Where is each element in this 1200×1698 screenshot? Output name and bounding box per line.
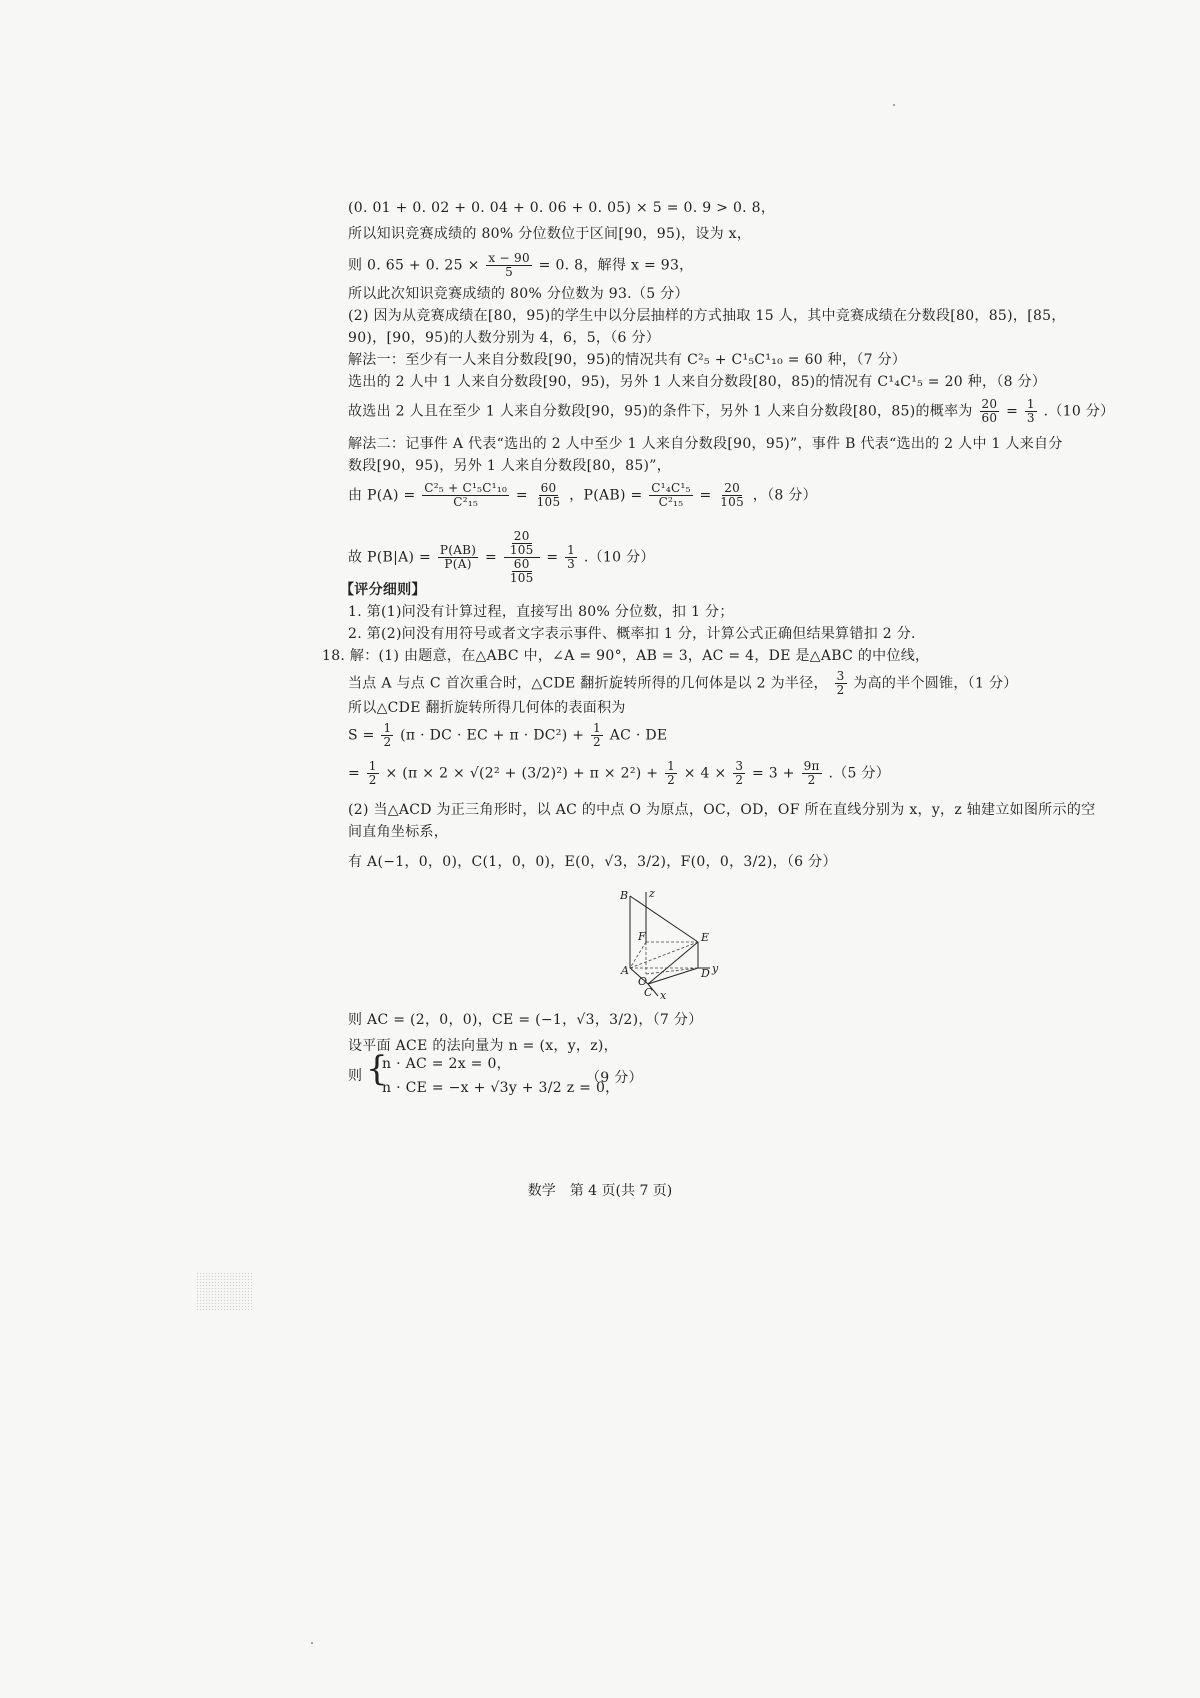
brace-icon: { <box>366 1049 388 1089</box>
equation-line: 当点 A 与点 C 首次重合时，△CDE 翻折旋转所得的几何体是以 2 为半径， $\frac{3}{2}$ 为高的半个圆锥，（1 分） <box>348 669 1018 697</box>
fraction: $\frac{3}{2}$ <box>836 669 845 697</box>
equation-line: n · CE = −x + √3y + 3/2 z = 0， <box>382 1080 620 1096</box>
text-line: 1. 第(1)问没有计算过程，直接写出 80% 分位数，扣 1 分； <box>348 604 734 620</box>
label-D: D <box>701 967 710 980</box>
page-footer: 数学 第 4 页(共 7 页) <box>527 1183 673 1199</box>
label-y: y <box>712 962 719 975</box>
text-line: (0. 01 + 0. 02 + 0. 04 + 0. 06 + 0. 05) × 5 = 0. 9 > 0. 8， <box>348 200 776 216</box>
system-label: 则 <box>348 1068 363 1084</box>
label-B: B <box>620 889 629 902</box>
text-line: 则 AC = (2，0，0)，CE = (−1，√3，3/2)，（7 分） <box>348 1012 703 1028</box>
question-heading: 18. 解：(1) 由题意，在△ABC 中，∠A = 90°，AB = 3，AC = 4，DE 是△ABC 的中位线， <box>322 648 930 664</box>
equation-line: S = $\frac{1}{2}$ (π · DC · EC + π · DC²) + $\frac{1}{2}$ AC · DE <box>348 721 668 749</box>
fraction: $\frac{9\pi}{2}$ <box>803 759 820 787</box>
score-note: （9 分） <box>586 1070 643 1086</box>
text-line: 有 A(−1，0，0)，C(1，0，0)，E(0，√3，3/2)，F(0，0，3/2)，（6 分） <box>348 854 837 870</box>
text-line: (2) 因为从竞赛成绩在[80，95)的学生中以分层抽样的方式抽取 15 人，其中竞赛成绩在分数段[80，85)，[85， <box>348 308 1066 324</box>
equation-line: 故 P(B|A) = $\frac{P(AB)}{P(A)}$ = $\frac{\frac{20}{105}}{\frac{60}{105}}$ = $\frac{1}{3}$ .（10 分） <box>348 529 655 585</box>
equation-line: 故选出 2 人且在至少 1 人来自分数段[90，95)的条件下，另外 1 人来自分数段[80，85)的概率为 $\frac{20}{60}$ = $\frac{1}{3}$ .（10 分） <box>348 397 1115 425</box>
segment-FA <box>630 942 646 968</box>
text-line: 解法一：至少有一人来自分数段[90，95)的情况共有 C²₅ + C¹₅C¹₁₀ = 60 种，（7 分） <box>348 352 907 368</box>
label-A: A <box>621 964 629 977</box>
text-line: 所以此次知识竞赛成绩的 80% 分位数为 93.（5 分） <box>348 286 689 302</box>
fraction: $\frac{1}{2}$ <box>368 759 377 787</box>
fraction: $\frac{P(AB)}{P(A)}$ <box>439 543 477 571</box>
nested-fraction: $\frac{\frac{20}{105}}{\frac{60}{105}}$ <box>504 530 540 585</box>
scan-artifact <box>196 1272 252 1312</box>
scan-speck <box>311 1642 313 1644</box>
scan-speck <box>893 104 895 106</box>
equation-line: 由 P(A) = $\frac{\text{C²₅ + C¹₅C¹₁₀}}{\text{C²₁₅}}$ = $\frac{60}{105}$ ，P(AB) = $\frac{\text{C¹₄C¹₅}}{\text{C²₁₅}}$ = $\frac{20}{105}$ ，（8 分） <box>348 481 817 509</box>
label-z: z <box>649 888 655 900</box>
coordinate-figure <box>608 888 728 1000</box>
text-line: 所以△CDE 翻折旋转所得几何体的表面积为 <box>348 700 626 716</box>
equation-line: 则 0. 65 + 0. 25 × $\frac{x - 90}{5}$ = 0. 8，解得 x = 93， <box>348 251 694 279</box>
fraction: $\frac{1}{3}$ <box>567 543 576 571</box>
text-line: 间直角坐标系， <box>348 824 449 840</box>
text-line: 设平面 ACE 的法向量为 n = (x，y，z)， <box>348 1038 618 1054</box>
text-line: 90)，[90，95)的人数分别为 4，6，5，（6 分） <box>348 330 661 346</box>
fraction: $\frac{\text{C¹₄C¹₅}}{\text{C²₁₅}}$ <box>651 481 691 509</box>
text-line: (2) 当△ACD 为正三角形时，以 AC 的中点 O 为原点，OC，OD，OF 所在直线分别为 x，y，z 轴建立如图所示的空 <box>348 802 1096 818</box>
fraction: $\frac{\text{C²₅ + C¹₅C¹₁₀}}{\text{C²₁₅}}$ <box>424 481 508 509</box>
fraction: $\frac{3}{2}$ <box>735 759 744 787</box>
fraction: $\frac{x - 90}{5}$ <box>488 251 530 279</box>
text-line: 2. 第(2)问没有用符号或者文字表示事件、概率扣 1 分，计算公式正确但结果算错扣 2 分. <box>348 626 916 642</box>
fraction: $\frac{1}{2}$ <box>383 721 392 749</box>
fraction: $\frac{20}{60}$ <box>981 397 998 425</box>
text-line: 数段[90，95)，另外 1 人来自分数段[80，85)”， <box>348 458 672 474</box>
text-line: 选出的 2 人中 1 人来自分数段[90，95)，另外 1 人来自分数段[80，85)的情况有 C¹₄C¹₅ = 20 种，（8 分） <box>348 374 1047 390</box>
fraction: $\frac{1}{2}$ <box>667 759 676 787</box>
segment-AE <box>630 942 698 968</box>
label-E: E <box>701 931 710 944</box>
fraction: $\frac{1}{3}$ <box>1026 397 1035 425</box>
edge-CE <box>648 942 698 984</box>
fraction: $\frac{60}{105}$ <box>536 481 561 509</box>
label-F: F <box>638 930 646 943</box>
equation-line: = $\frac{1}{2}$ × (π × 2 × √(2² + (3/2)²) + π × 2²) + $\frac{1}{2}$ × 4 × $\frac{3}{2}$ = 3 + $\frac{9\pi}{2}$ .（5 分） <box>348 759 891 787</box>
text-line: 所以知识竞赛成绩的 80% 分位数位于区间[90，95)，设为 x， <box>348 226 752 242</box>
fraction: $\frac{20}{105}$ <box>720 481 745 509</box>
label-x: x <box>660 989 667 1000</box>
label-O: O <box>638 975 648 988</box>
text-line: 解法二：记事件 A 代表“选出的 2 人中至少 1 人来自分数段[90，95)”，事件 B 代表“选出的 2 人中 1 人来自分 <box>348 436 1063 452</box>
edge-CD <box>648 968 698 984</box>
label-C: C <box>644 986 653 999</box>
fraction: $\frac{1}{2}$ <box>593 721 601 749</box>
equation-line: n · AC = 2x = 0， <box>382 1056 511 1072</box>
section-heading: 【评分细则】 <box>340 582 426 598</box>
